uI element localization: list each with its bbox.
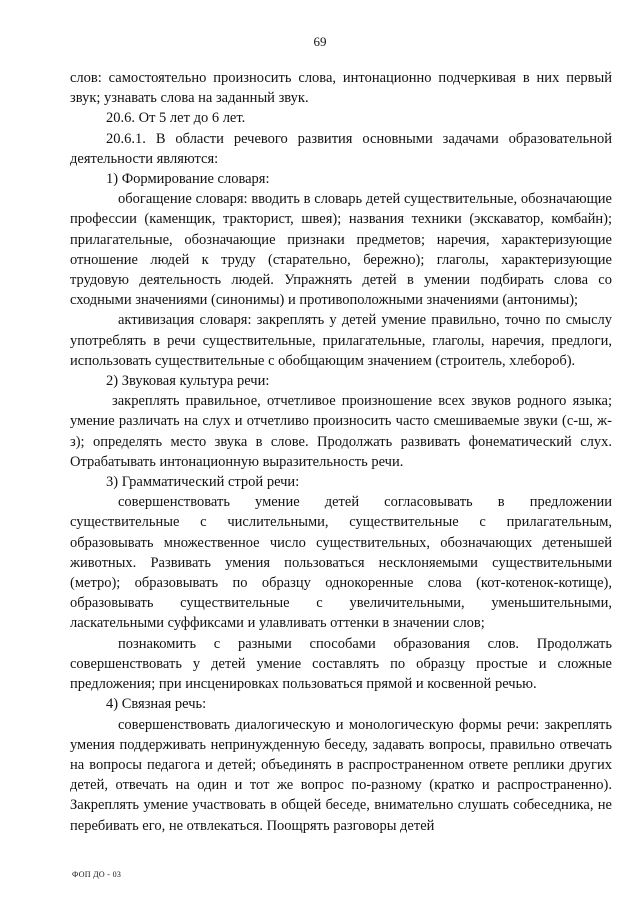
paragraph: слов: самостоятельно произносить слова, интонационно подчеркивая в них первый звук; узнавать слова на заданный звук. xyxy=(70,70,612,107)
paragraph: активизация словаря: закреплять у детей умение правильно, точно по смыслу употреблять в речи существительные, прилагательные, глаголы, наречия, предлоги, использовать существительные с обобщающим значением (строитель, хлебороб). xyxy=(70,312,612,369)
paragraph: закреплять правильное, отчетливое произношение всех звуков родного языка; умение различать на слух и отчетливо произносить часто смешиваемые звуки (с-ш, ж-з); определять место звука в слове. Продолжать развивать фонематический слух. Отрабатывать интонационную выразительность речи. xyxy=(70,393,612,470)
subsection-heading: 1) Формирование словаря: xyxy=(106,171,270,188)
paragraph: совершенствовать умение детей согласовывать в предложении существительные с числительными, существительные с прилагательным, образовывать множественное число существительных, обозначающих детенышей животных. Развивать умения пользоваться несклоняемыми существительными (метро); образовывать по образцу однокоренные слова (кот-котенок-котище), образовывать существительные с увеличительными, уменьшительными, ласкательными суффиксами и улавливать оттенки в значении слов; xyxy=(70,494,612,632)
subsection-heading: 4) Связная речь: xyxy=(106,696,207,713)
document-body xyxy=(70,68,612,836)
paragraph: познакомить с разными способами образования слов. Продолжать совершенствовать у детей умение составлять по образцу простые и сложные предложения; при инсценировках пользоваться прямой и косвенной речью. xyxy=(70,635,612,693)
subsection-heading: 3) Грамматический строй речи: xyxy=(106,474,300,491)
paragraph: совершенствовать диалогическую и монологическую формы речи: закреплять умения поддерживать непринужденную беседу, задавать вопросы, правильно отвечать на вопросы педагога и детей; объединять в распространенном ответе реплики других детей, отвечать на один и тот же вопрос по-разному (кратко и распространенно). Закреплять умение участвовать в общей беседе, внимательно слушать собеседника, не перебивать его, не отвлекаться. Поощрять разговоры детей xyxy=(70,716,612,834)
paragraph: 20.6.1. В области речевого развития основными задачами образовательной деятельности являются: xyxy=(70,130,612,167)
footer-code: ФОП ДО - 03 xyxy=(72,870,122,879)
page-number: 69 xyxy=(313,34,327,49)
subsection-heading: 2) Звуковая культура речи: xyxy=(106,373,270,390)
paragraph: обогащение словаря: вводить в словарь детей существительные, обозначающие профессии (каменщик, тракторист, швея); названия техники (экскаватор, комбайн); прилагательные, обозначающие признаки предметов; наречия, характеризующие отношение людей к труду (старательно, бережно); глаголы, характеризующие трудовую деятельность людей. Упражнять детей в умении подбирать слова со сходными значениями (синонимы) и противоположными значениями (антонимы); xyxy=(70,191,612,309)
section-heading: 20.6. От 5 лет до 6 лет. xyxy=(106,110,246,127)
